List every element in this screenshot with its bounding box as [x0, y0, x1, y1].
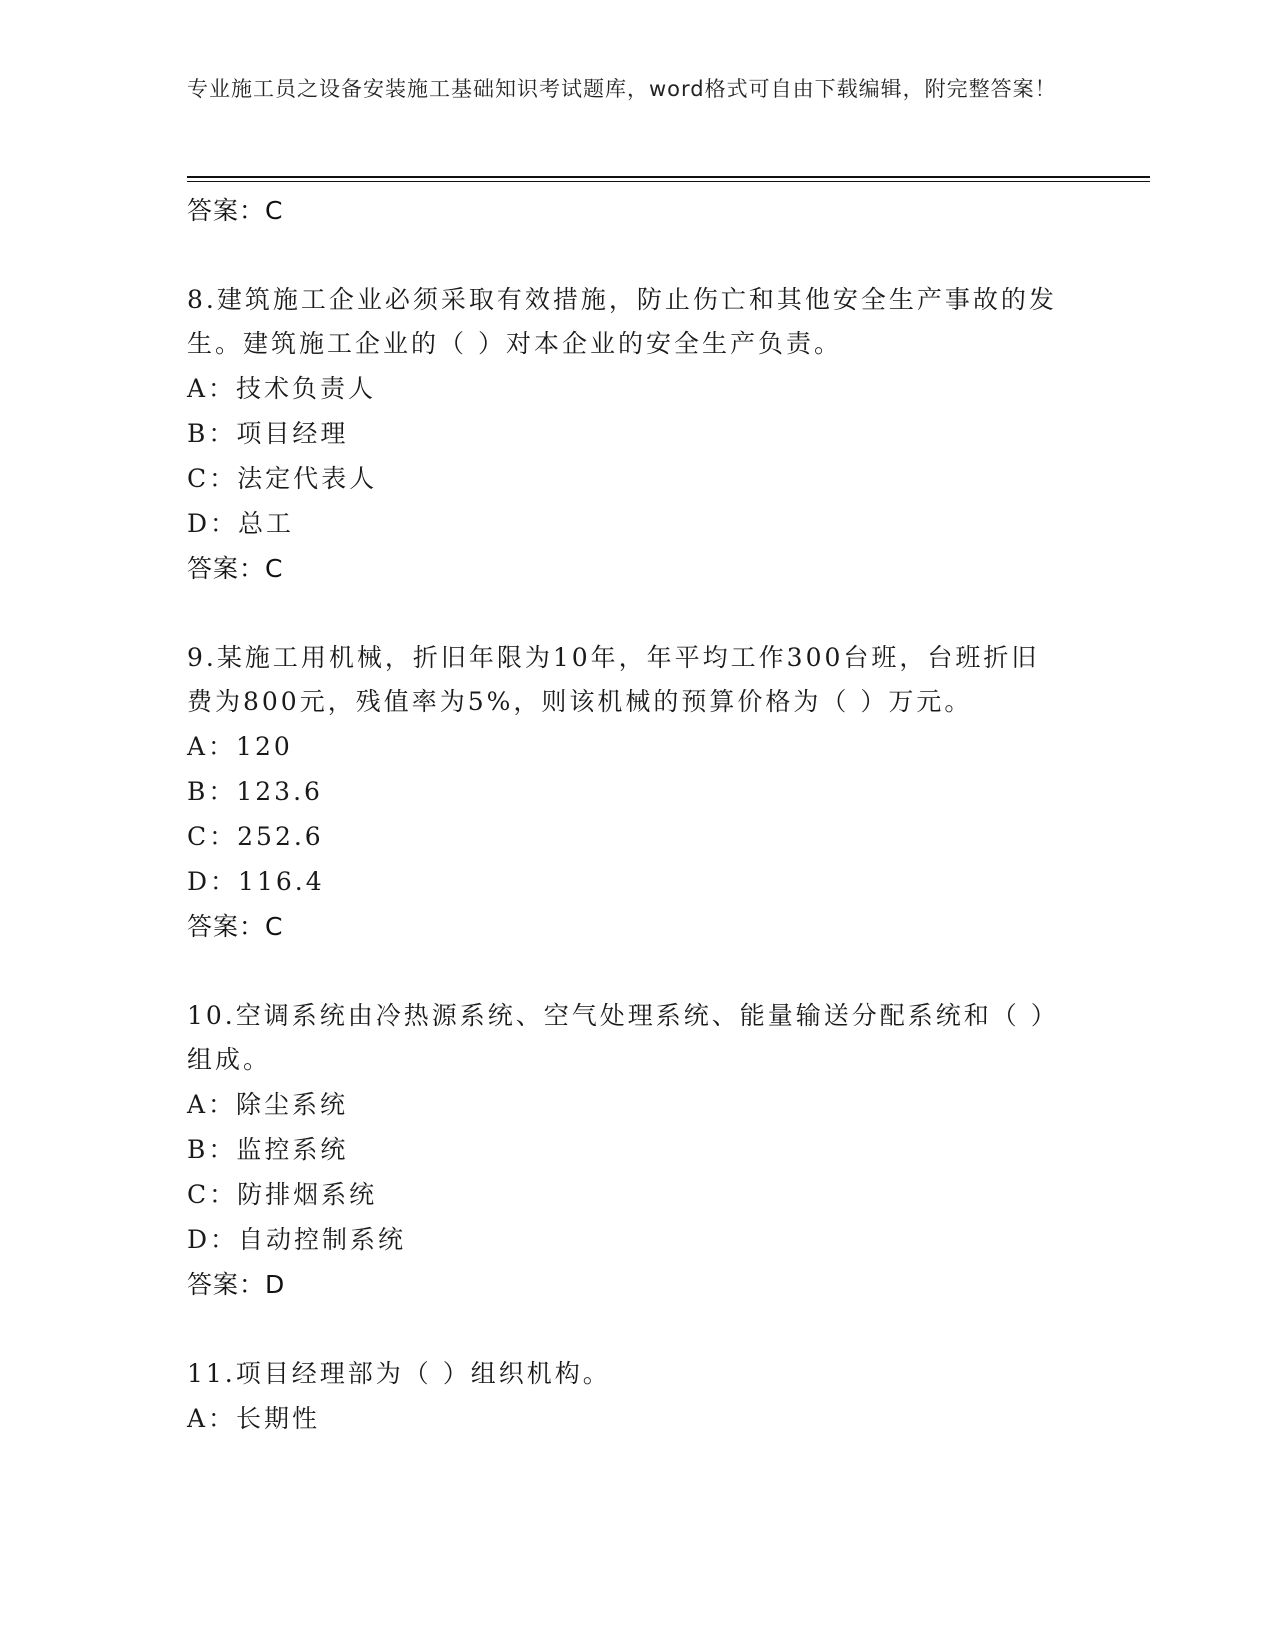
header-rule-thick	[187, 176, 1150, 178]
answer-line: 答案：D	[187, 1270, 286, 1299]
question-8	[187, 278, 1087, 591]
document-header: 专业施工员之设备安装施工基础知识考试题库，word格式可自由下载编辑，附完整答案！	[187, 77, 1057, 101]
option-b: B：监控系统	[187, 1135, 349, 1164]
option-b: B：123.6	[187, 777, 323, 806]
option-d: D：自动控制系统	[187, 1225, 407, 1254]
option-a: A：长期性	[187, 1404, 321, 1433]
option-a: A：技术负责人	[187, 374, 377, 403]
option-d: D：116.4	[187, 867, 325, 896]
option-b: B：项目经理	[187, 419, 349, 448]
spacer	[187, 1307, 1087, 1352]
question-10	[187, 994, 1087, 1307]
spacer	[187, 591, 1087, 636]
question-text: 9.某施工用机械，折旧年限为10年，年平均工作300台班，台班折旧费为800元，残值率为5%，则该机械的预算价格为（ ）万元。	[187, 643, 1040, 716]
option-d: D：总工	[187, 509, 295, 538]
spacer	[187, 949, 1087, 994]
answer-line: 答案：C	[187, 554, 284, 583]
answer-line: 答案：C	[187, 912, 284, 941]
question-list	[187, 188, 1087, 1441]
answer-line: 答案：C	[187, 196, 284, 225]
question-9	[187, 636, 1087, 949]
question-text: 8.建筑施工企业必须采取有效措施，防止伤亡和其他安全生产事故的发生。建筑施工企业的（ ）对本企业的安全生产负责。	[187, 285, 1057, 358]
option-c: C：防排烟系统	[187, 1180, 378, 1209]
option-a: A：120	[187, 732, 293, 761]
question-text: 10.空调系统由冷热源系统、空气处理系统、能量输送分配系统和（ ）组成。	[187, 1001, 1059, 1074]
spacer	[187, 233, 1087, 278]
question-text: 11.项目经理部为（ ）组织机构。	[187, 1359, 611, 1388]
option-c: C：法定代表人	[187, 464, 378, 493]
question-11	[187, 1352, 1087, 1441]
header-rule-thin	[187, 181, 1150, 182]
option-a: A：除尘系统	[187, 1090, 349, 1119]
option-c: C：252.6	[187, 822, 324, 851]
